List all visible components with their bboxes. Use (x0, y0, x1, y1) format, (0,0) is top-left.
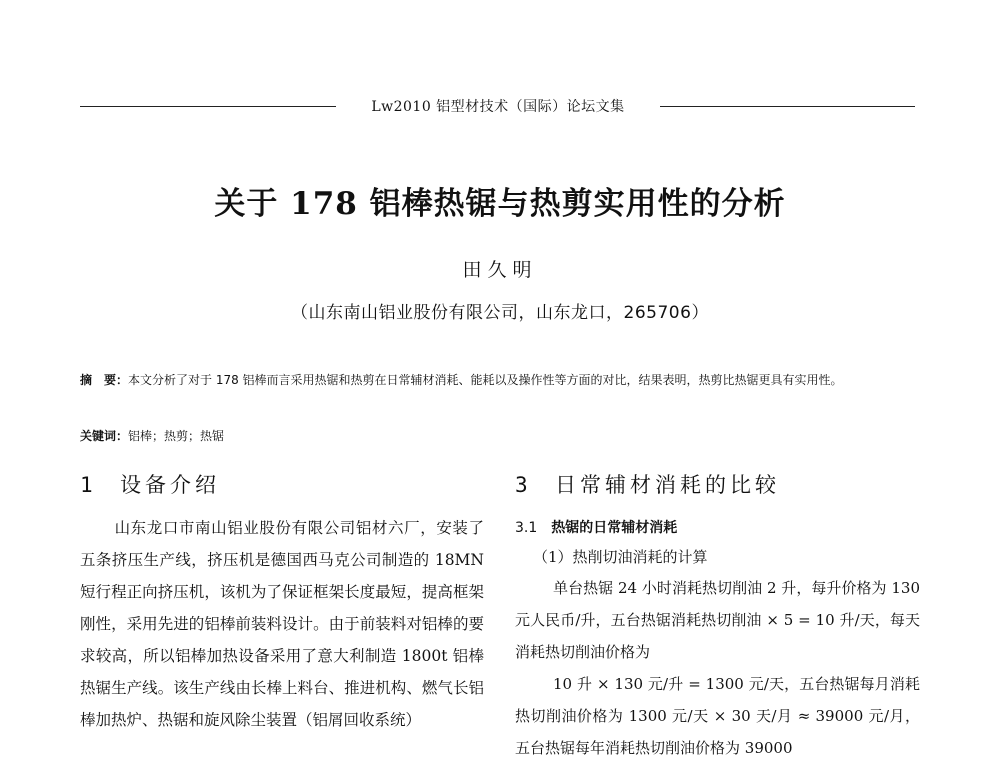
keywords-text: 铝棒；热剪；热锯 (128, 429, 225, 443)
paper-title: 关于 178 铝棒热锯与热剪实用性的分析 (214, 186, 786, 222)
section-3-paragraph-2 (515, 668, 920, 764)
section-3-text-1: 单台热锯 24 小时消耗热切削油 2 升，每升价格为 130 元人民币/升，五台热锯消耗热切削油 × 5 = 10 升/天，每天消耗热切削油价格为 (515, 579, 920, 661)
section-1-text: 山东龙口市南山铝业股份有限公司铝材六厂，安装了五条挤压生产线，挤压机是德国西马克公司制造的 18MN 短行程正向挤压机，该机为了保证框架长度最短，提高框架刚性，采用先进的铝棒前装料设计。由于前装料对铝棒的要求较高，所以铝棒加热设备采用了意大利制造 1800t 铝棒热锯生产线。该生产线由长棒上料台、推进机构、燃气长铝棒加热炉、热锯和旋风除尘装置（铝屑回收系统） (80, 519, 484, 729)
keywords-label: 关键词： (80, 429, 129, 443)
section-3-paragraph-1 (515, 572, 920, 668)
section-1-title: 设备介绍 (120, 473, 220, 497)
subsection-3-1-heading (515, 514, 920, 542)
section-3-text-2: 10 升 × 130 元/升 = 1300 元/天，五台热锯每月消耗热切削油价格为 1300 元/天 × 30 天/月 ≈ 39000 元/月，五台热锯每年消耗热切削油价格为 39000 (515, 675, 920, 757)
abstract-label: 摘 要： (80, 373, 129, 387)
section-1-number: 1 (80, 473, 93, 497)
left-column (80, 468, 484, 736)
header-rule-right (660, 106, 915, 107)
author-name: 田久明 (462, 259, 538, 281)
list-item-oil-calculation: （1）热削切油消耗的计算 (533, 548, 708, 566)
subsection-3-1-title: 热锯的日常辅材消耗 (551, 520, 678, 536)
header-rule-left (80, 106, 336, 107)
author-affiliation: （山东南山铝业股份有限公司，山东龙口，265706） (291, 303, 709, 323)
section-3-heading (515, 468, 920, 502)
abstract (80, 368, 920, 392)
section-1-heading (80, 468, 484, 502)
keywords (80, 426, 920, 446)
section-3-title: 日常辅材消耗的比较 (555, 473, 780, 497)
section-3-number: 3 (515, 473, 528, 497)
section-1-paragraph (80, 512, 484, 736)
abstract-text: 本文分析了对于 178 铝棒而言采用热锯和热剪在日常辅材消耗、能耗以及操作性等方面的对比，结果表明，热剪比热锯更具有实用性。 (128, 373, 843, 387)
proceedings-title: Lw2010 铝型材技术（国际）论坛文集 (371, 99, 625, 115)
running-header (80, 95, 915, 119)
right-column (515, 468, 920, 764)
subsection-3-1-number: 3.1 (515, 520, 538, 536)
